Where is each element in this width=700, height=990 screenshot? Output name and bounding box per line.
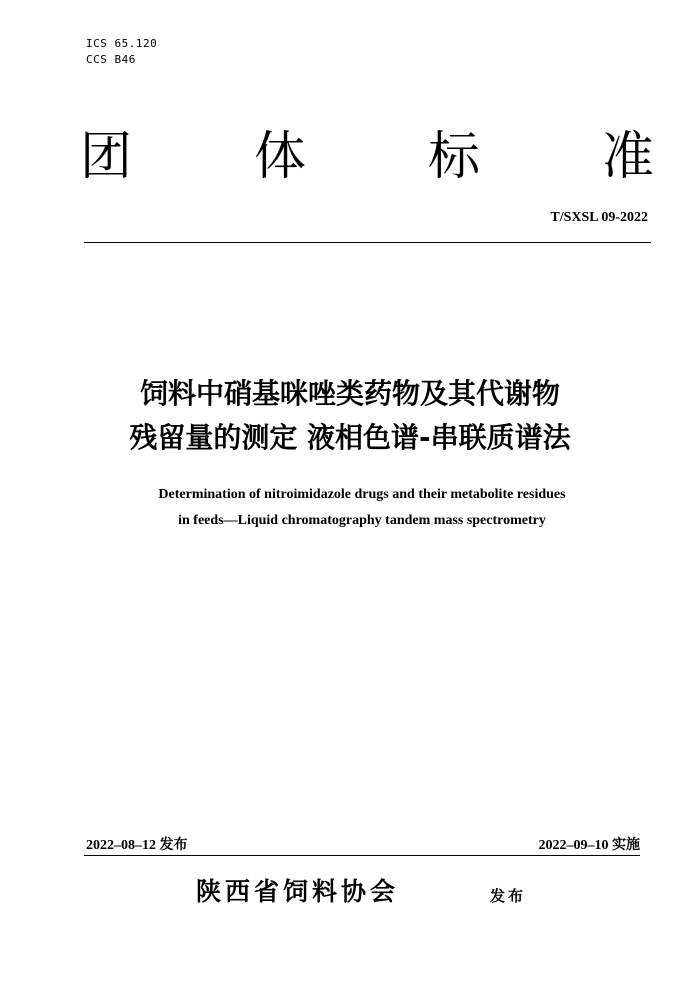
english-title-line-1: Determination of nitroimidazole drugs and their metabolite residues <box>158 487 566 502</box>
ccs-code: CCS B46 <box>86 53 136 66</box>
standard-type-char-3: 标 <box>427 127 480 187</box>
implementation-date: 2022–09–10 实施 <box>538 838 640 853</box>
standard-type-char-4: 准 <box>601 127 654 187</box>
issue-label: 发布 <box>490 887 527 905</box>
english-title <box>0 482 700 534</box>
chinese-title-line-1: 饲料中硝基咪唑类药物及其代谢物 <box>139 377 560 410</box>
classification-codes <box>86 36 157 68</box>
issuing-organization: 陕西省饲料协会 <box>196 877 400 906</box>
english-title-line-2: in feeds—Liquid chromatography tandem mass spectrometry <box>178 513 546 528</box>
top-divider <box>84 242 651 243</box>
standard-type-char-1: 团 <box>80 127 133 187</box>
issue-date: 2022–08–12 发布 <box>86 838 188 853</box>
chinese-title-line-2: 残留量的测定 液相色谱-串联质谱法 <box>129 421 571 454</box>
standard-type-char-2: 体 <box>253 127 306 187</box>
bottom-divider <box>84 855 640 856</box>
chinese-title <box>0 372 700 460</box>
standard-number: T/SXSL 09-2022 <box>550 210 648 225</box>
standard-type-heading <box>80 124 654 190</box>
ics-code: ICS 65.120 <box>86 37 158 50</box>
